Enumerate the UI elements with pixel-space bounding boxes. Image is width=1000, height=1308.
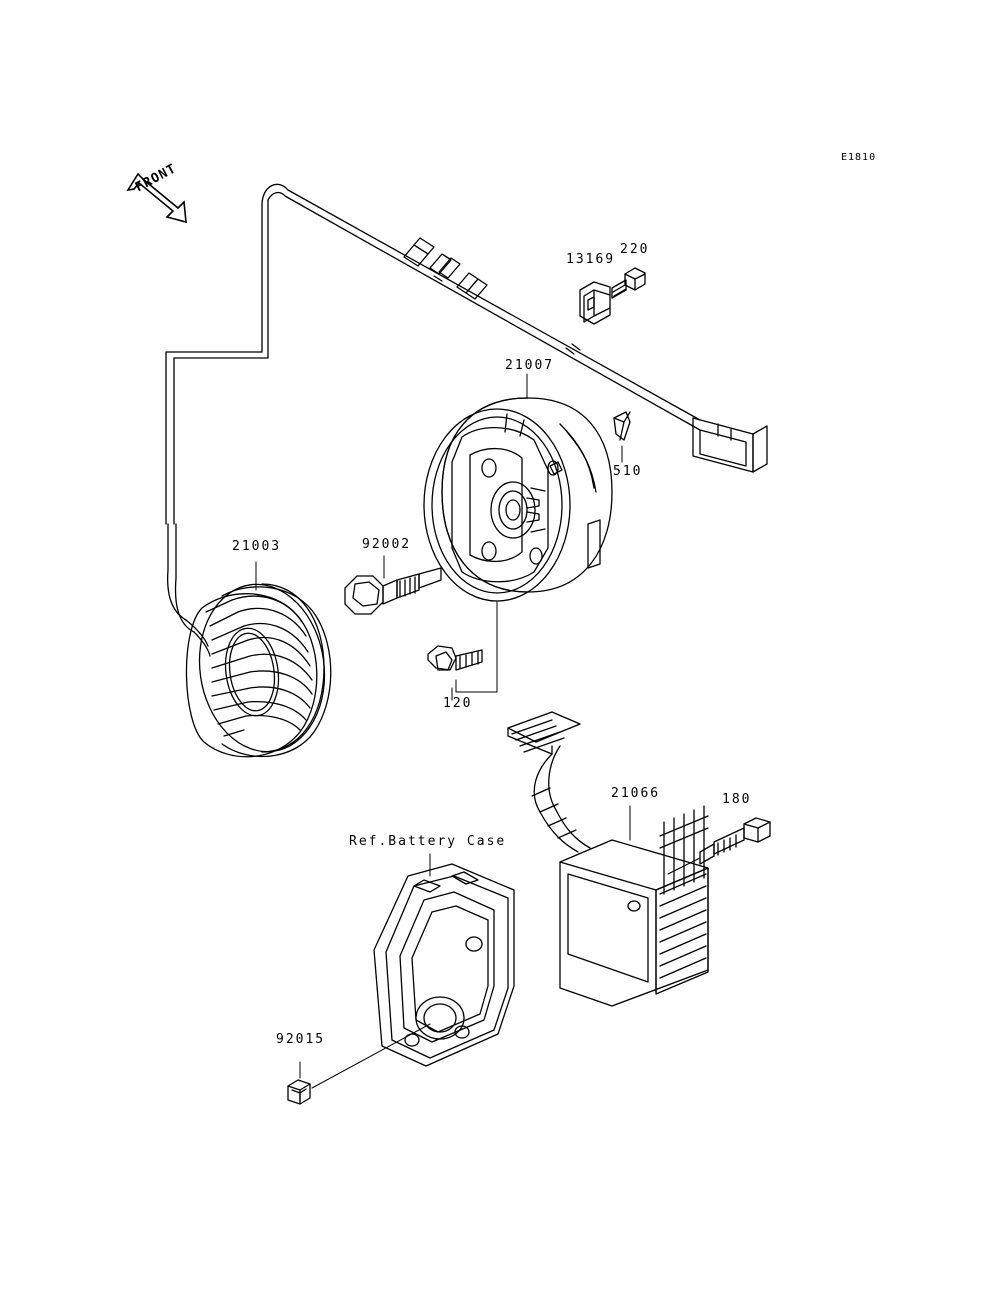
part-label-120: 120 <box>443 696 473 711</box>
front-label: FRONT <box>133 161 180 196</box>
part-label-510: 510 <box>613 464 643 479</box>
part-label-13169: 13169 <box>566 252 616 267</box>
part-label-92002: 92002 <box>362 537 412 552</box>
part-label-92015: 92015 <box>276 1032 326 1047</box>
part-label-180: 180 <box>722 792 752 807</box>
part-label-21007: 21007 <box>505 358 555 373</box>
battery-case-reference-label: Ref.Battery Case <box>349 834 507 849</box>
part-label-21066: 21066 <box>611 786 661 801</box>
part-label-21003: 21003 <box>232 539 282 554</box>
diagram-code: E1810 <box>841 152 877 163</box>
part-label-220: 220 <box>620 242 650 257</box>
